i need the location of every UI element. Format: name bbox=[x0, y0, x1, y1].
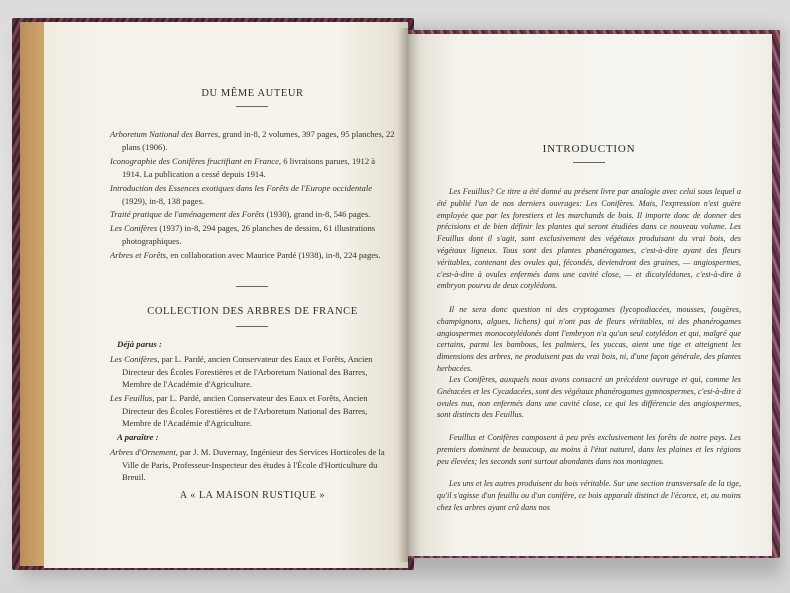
title-rule bbox=[573, 162, 605, 163]
work-entry: Traité pratique de l'aménagement des Forêts (1930), grand in-8, 546 pages. bbox=[110, 209, 371, 219]
left-page bbox=[44, 22, 408, 568]
collection-heading: COLLECTION DES ARBRES DE FRANCE bbox=[147, 306, 358, 317]
section-rule bbox=[236, 286, 268, 287]
collection-entry: Les Conifères, par L. Pardé, ancien Conservateur des Eaux et Forêts, Ancien Directeur des Écoles Forestières et de l'Arboretum National des Barres, Membre de l'Académie d'Agriculture. bbox=[110, 354, 373, 390]
deja-parus-label: Déjà parus : bbox=[117, 339, 162, 349]
introduction-title: INTRODUCTION bbox=[542, 143, 636, 155]
work-entry: Arboretum National des Barres, grand in-8, 2 volumes, 397 pages, 95 planches, 22 plans (1906). bbox=[110, 129, 395, 152]
work-entry: Iconographie des Conifères fructifiant en France, 6 livraisons parues, 1912 à 1914. La publication a cessé depuis 1914. bbox=[110, 156, 376, 179]
intro-paragraph: Feuillus et Conifères composent à peu près exclusivement les forêts de notre pays. Les premiers dominent de beaucoup, au moins à l'état naturel, dans les plaines et les régions peu élevées; les seconds sont surtout abondants dans nos montagnes. bbox=[437, 433, 741, 466]
collection-entry: Les Feuillus, par L. Pardé, ancien Conservateur des Eaux et Forêts, Ancien Directeur des Écoles Forestières et de l'Arboretum National des Barres, Membre de l'Académie d'Agriculture. bbox=[110, 393, 368, 429]
intro-paragraph: Les uns et les autres produisent du bois véritable. Sur une section transversale de la tige, qu'il s'agisse d'un feuillu ou d'un conifère, ce bois apparaît distinct de l'écorce, et, au moins chez les arbres ayant crû dans nos bbox=[437, 479, 741, 512]
a-paraitre-label: A paraître : bbox=[117, 432, 159, 442]
heading-rule bbox=[236, 106, 268, 107]
intro-paragraph: Il ne sera donc question ni des cryptogames (lycopodiacées, mousses, fougères, champignons, algues, lichens) qui n'ont pas de fleurs véritables, ni des phanérogames angiospermes monocotylédonés dont l'embryon n'a qu'un seul cotylédon et qui, malgré que certains, parmi les bambous, les palmiers, les yuccas, aient une tige et atteignent les dimensions des arbres, ne produisent pas du vrai bois, ni, d'une façon générale, des plantes herbacées. bbox=[437, 305, 741, 373]
publisher-line: A « LA MAISON RUSTIQUE » bbox=[179, 490, 326, 501]
intro-paragraph: Les Conifères, auxquels nous avons consacré un précédent ouvrage et qui, comme les Gnétacées et les Cycadacées, sont des végétaux phanérogames gymnospermes, c'est-à-dire à ovules nus, non enfermés dans une cavité close, ce qui les différencie des angiospermes, sont distincts des Feuillus. bbox=[437, 375, 741, 420]
du-meme-auteur-heading: DU MÊME AUTEUR bbox=[201, 88, 304, 99]
collection-entry: Arbres d'Ornement, par J. M. Duvernay, Ingénieur des Services Horticoles de la Ville de Paris, Professeur-Inspecteur des études à l'École d'Horticulture du Breuil. bbox=[110, 447, 385, 483]
intro-paragraph: Les Feuillus? Ce titre a été donné au présent livre par analogie avec celui sous lequel a été publié l'un de nos derniers ouvrages: Les Conifères. Mais, l'expression n'est guère employée que par les forestiers et les marchands de bois. Il importe donc de donner des précisions et de bien définir les plantes qui seront étudiées dans ce nouveau volume. Les Feuillus dont il s'agit, sont exclusivement des végétaux produisant du vrai bois, des végétaux ligneux. Tous sont des plantes phanérogames, c'est-à-dire ayant des fleurs véritables, contenant des ovules qui, fécondés, deviendront des graines, — angiospermes, c'est-à-dire à ovules enfermés dans une cavité close, — et dicotylédones, c'est-à-dire à embryon pourvu de deux cotylédons. bbox=[437, 187, 741, 291]
work-entry: Introduction des Essences exotiques dans les Forêts de l'Europe occidentale (1929), in-8, 138 pages. bbox=[110, 183, 373, 206]
work-entry: Arbres et Forêts, en collaboration avec Maurice Pardé (1938), in-8, 224 pages. bbox=[110, 250, 381, 260]
section-rule bbox=[236, 326, 268, 327]
work-entry: Les Conifères (1937) in-8, 294 pages, 26 planches de dessins, 61 illustrations photographiques. bbox=[110, 223, 376, 246]
book-gutter bbox=[398, 28, 420, 562]
